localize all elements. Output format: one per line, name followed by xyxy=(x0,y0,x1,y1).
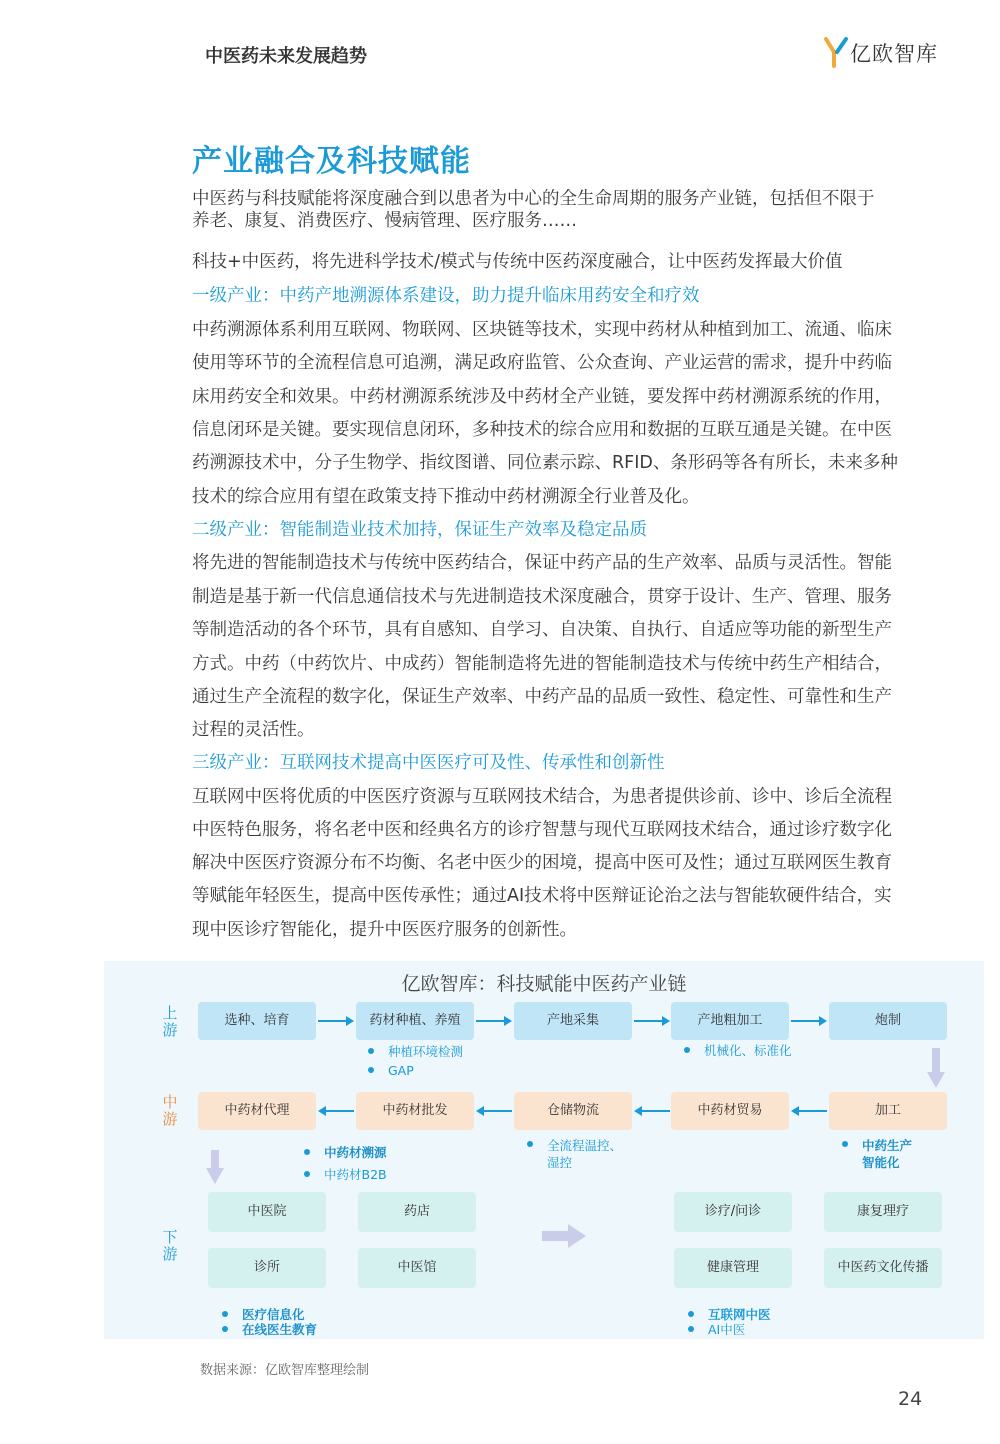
arrow-right-icon xyxy=(632,1014,672,1028)
downstream-box-rehabilitation: 康复理疗 xyxy=(824,1192,942,1232)
logo-mark-icon xyxy=(824,36,850,68)
note-wholesale-b2b: 中药材B2B xyxy=(304,1166,387,1183)
section-2-line: 制造是基于新一代信息通信技术与先进制造技术深度融合，贯穿于设计、生产、管理、服务 xyxy=(192,587,892,607)
section-3-line: 现中医诊疗智能化，提升中医医疗服务的创新性。 xyxy=(192,920,577,940)
logo-text: 亿欧智库 xyxy=(850,42,938,66)
stage-label-upstream: 上游 xyxy=(162,1004,178,1039)
arrow-right-icon xyxy=(789,1014,829,1028)
section-3-line: 等赋能年轻医生，提高中医传承性；通过AI技术将中医辩证论治之法与智能软硬件结合，实 xyxy=(192,886,892,906)
section-1-line: 技术的综合应用有望在政策支持下推动中药材溯源全行业普及化。 xyxy=(192,487,700,507)
arrow-left-icon xyxy=(474,1104,514,1118)
upstream-box-breeding: 选种、培育 xyxy=(198,1002,316,1040)
section-3-line: 解决中医医疗资源分布不均衡、名老中医少的困境，提高中医可及性；通过互联网医生教育 xyxy=(192,853,892,873)
section-1-line: 床用药安全和效果。中药材溯源系统涉及中药材全产业链，要发挥中药材溯源系统的作用， xyxy=(192,387,892,407)
downstream-box-health-management: 健康管理 xyxy=(674,1248,792,1288)
section-2-title: 二级产业：智能制造业技术加持，保证生产效率及稳定品质 xyxy=(192,520,647,540)
section-2-line: 方式。中药（中药饮片、中成药）智能制造将先进的智能制造技术与传统中药生产相结合， xyxy=(192,654,892,674)
note-downstream-right: 互联网中医 AI中医 xyxy=(688,1306,771,1338)
upstream-box-rough-processing: 产地粗加工 xyxy=(671,1002,789,1040)
downstream-box-clinic: 诊所 xyxy=(208,1248,326,1288)
arrow-left-icon xyxy=(632,1104,672,1118)
upstream-box-planting: 药材种植、养殖 xyxy=(356,1002,474,1040)
midstream-box-trade: 中药材贸易 xyxy=(671,1092,789,1130)
section-2-line: 过程的灵活性。 xyxy=(192,720,315,740)
document-header-title: 中医药未来发展趋势 xyxy=(205,46,367,67)
intro-line-2: 养老、康复、消费医疗、慢病管理、医疗服务…… xyxy=(192,211,577,231)
section-1-title: 一级产业：中药产地溯源体系建设，助力提升临床用药安全和疗效 xyxy=(192,286,700,306)
note-logistics: 全流程温控、湿控 xyxy=(527,1137,623,1171)
stage-label-midstream: 中游 xyxy=(162,1093,178,1128)
arrow-left-icon xyxy=(316,1104,356,1118)
section-1-line: 药溯源技术中，分子生物学、指纹图谱、同位素示踪、RFID、条形码等各有所长，未来多种 xyxy=(192,453,898,473)
section-1-line: 使用等环节的全流程信息可追溯，满足政府监管、公众查询、产业运营的需求，提升中药临 xyxy=(192,353,892,373)
section-2-line: 等制造活动的各个环节，具有自感知、自学习、自决策、自执行、自适应等功能的新型生产 xyxy=(192,620,892,640)
note-planting: 种植环境检测 GAP xyxy=(368,1043,463,1079)
downstream-box-consultation: 诊疗/问诊 xyxy=(674,1192,792,1232)
midstream-box-agency: 中药材代理 xyxy=(198,1092,316,1130)
intro-line-1: 中医药与科技赋能将深度融合到以患者为中心的全生命周期的服务产业链，包括但不限于 xyxy=(192,189,875,209)
lead-sentence: 科技+中医药，将先进科学技术/模式与传统中医药深度融合，让中医药发挥最大价值 xyxy=(192,252,843,272)
downstream-box-tcm-hall: 中医馆 xyxy=(358,1248,476,1288)
downstream-box-culture: 中医药文化传播 xyxy=(824,1248,942,1288)
section-3-line: 互联网中医将优质的中医医疗资源与互联网技术结合，为患者提供诊前、诊中、诊后全流程 xyxy=(192,787,892,807)
downstream-box-tcm-hospital: 中医院 xyxy=(208,1192,326,1232)
upstream-box-processing: 炮制 xyxy=(829,1002,947,1040)
arrow-right-large-icon xyxy=(542,1223,588,1249)
note-rough-processing: 机械化、标准化 xyxy=(684,1042,792,1059)
page-number: 24 xyxy=(898,1388,923,1410)
downstream-box-pharmacy: 药店 xyxy=(358,1192,476,1232)
arrow-right-icon xyxy=(316,1014,356,1028)
section-heading: 产业融合及科技赋能 xyxy=(192,144,471,179)
midstream-box-processing: 加工 xyxy=(829,1092,947,1130)
section-1-line: 中药溯源体系利用互联网、物联网、区块链等技术，实现中药材从种植到加工、流通、临床 xyxy=(192,320,892,340)
upstream-box-collection: 产地采集 xyxy=(514,1002,632,1040)
note-wholesale: 中药材溯源 xyxy=(304,1144,387,1161)
company-logo xyxy=(824,36,954,68)
section-1-line: 信息闭环是关键。要实现信息闭环，多种技术的综合应用和数据的互联互通是关键。在中医 xyxy=(192,420,892,440)
note-processing: 中药生产智能化 xyxy=(842,1137,922,1171)
arrow-down-icon xyxy=(205,1150,225,1186)
note-downstream-left: 医疗信息化 在线医生教育 xyxy=(222,1306,317,1338)
stage-label-downstream: 下游 xyxy=(162,1228,178,1263)
arrow-left-icon xyxy=(789,1104,829,1118)
section-2-line: 将先进的智能制造技术与传统中医药结合，保证中药产品的生产效率、品质与灵活性。智能 xyxy=(192,553,892,573)
section-3-title: 三级产业：互联网技术提高中医医疗可及性、传承性和创新性 xyxy=(192,753,665,773)
diagram-title: 亿欧智库：科技赋能中医药产业链 xyxy=(401,973,687,995)
section-3-line: 中医特色服务，将名老中医和经典名方的诊疗智慧与现代互联网技术结合，通过诊疗数字化 xyxy=(192,820,892,840)
industry-chain-diagram xyxy=(104,961,984,1339)
section-2-line: 通过生产全流程的数字化，保证生产效率、中药产品的品质一致性、稳定性、可靠性和生产 xyxy=(192,687,892,707)
data-source: 数据来源：亿欧智库整理绘制 xyxy=(200,1363,370,1378)
arrow-down-icon xyxy=(926,1048,946,1090)
midstream-box-logistics: 仓储物流 xyxy=(514,1092,632,1130)
midstream-box-wholesale: 中药材批发 xyxy=(356,1092,474,1130)
arrow-right-icon xyxy=(474,1014,514,1028)
